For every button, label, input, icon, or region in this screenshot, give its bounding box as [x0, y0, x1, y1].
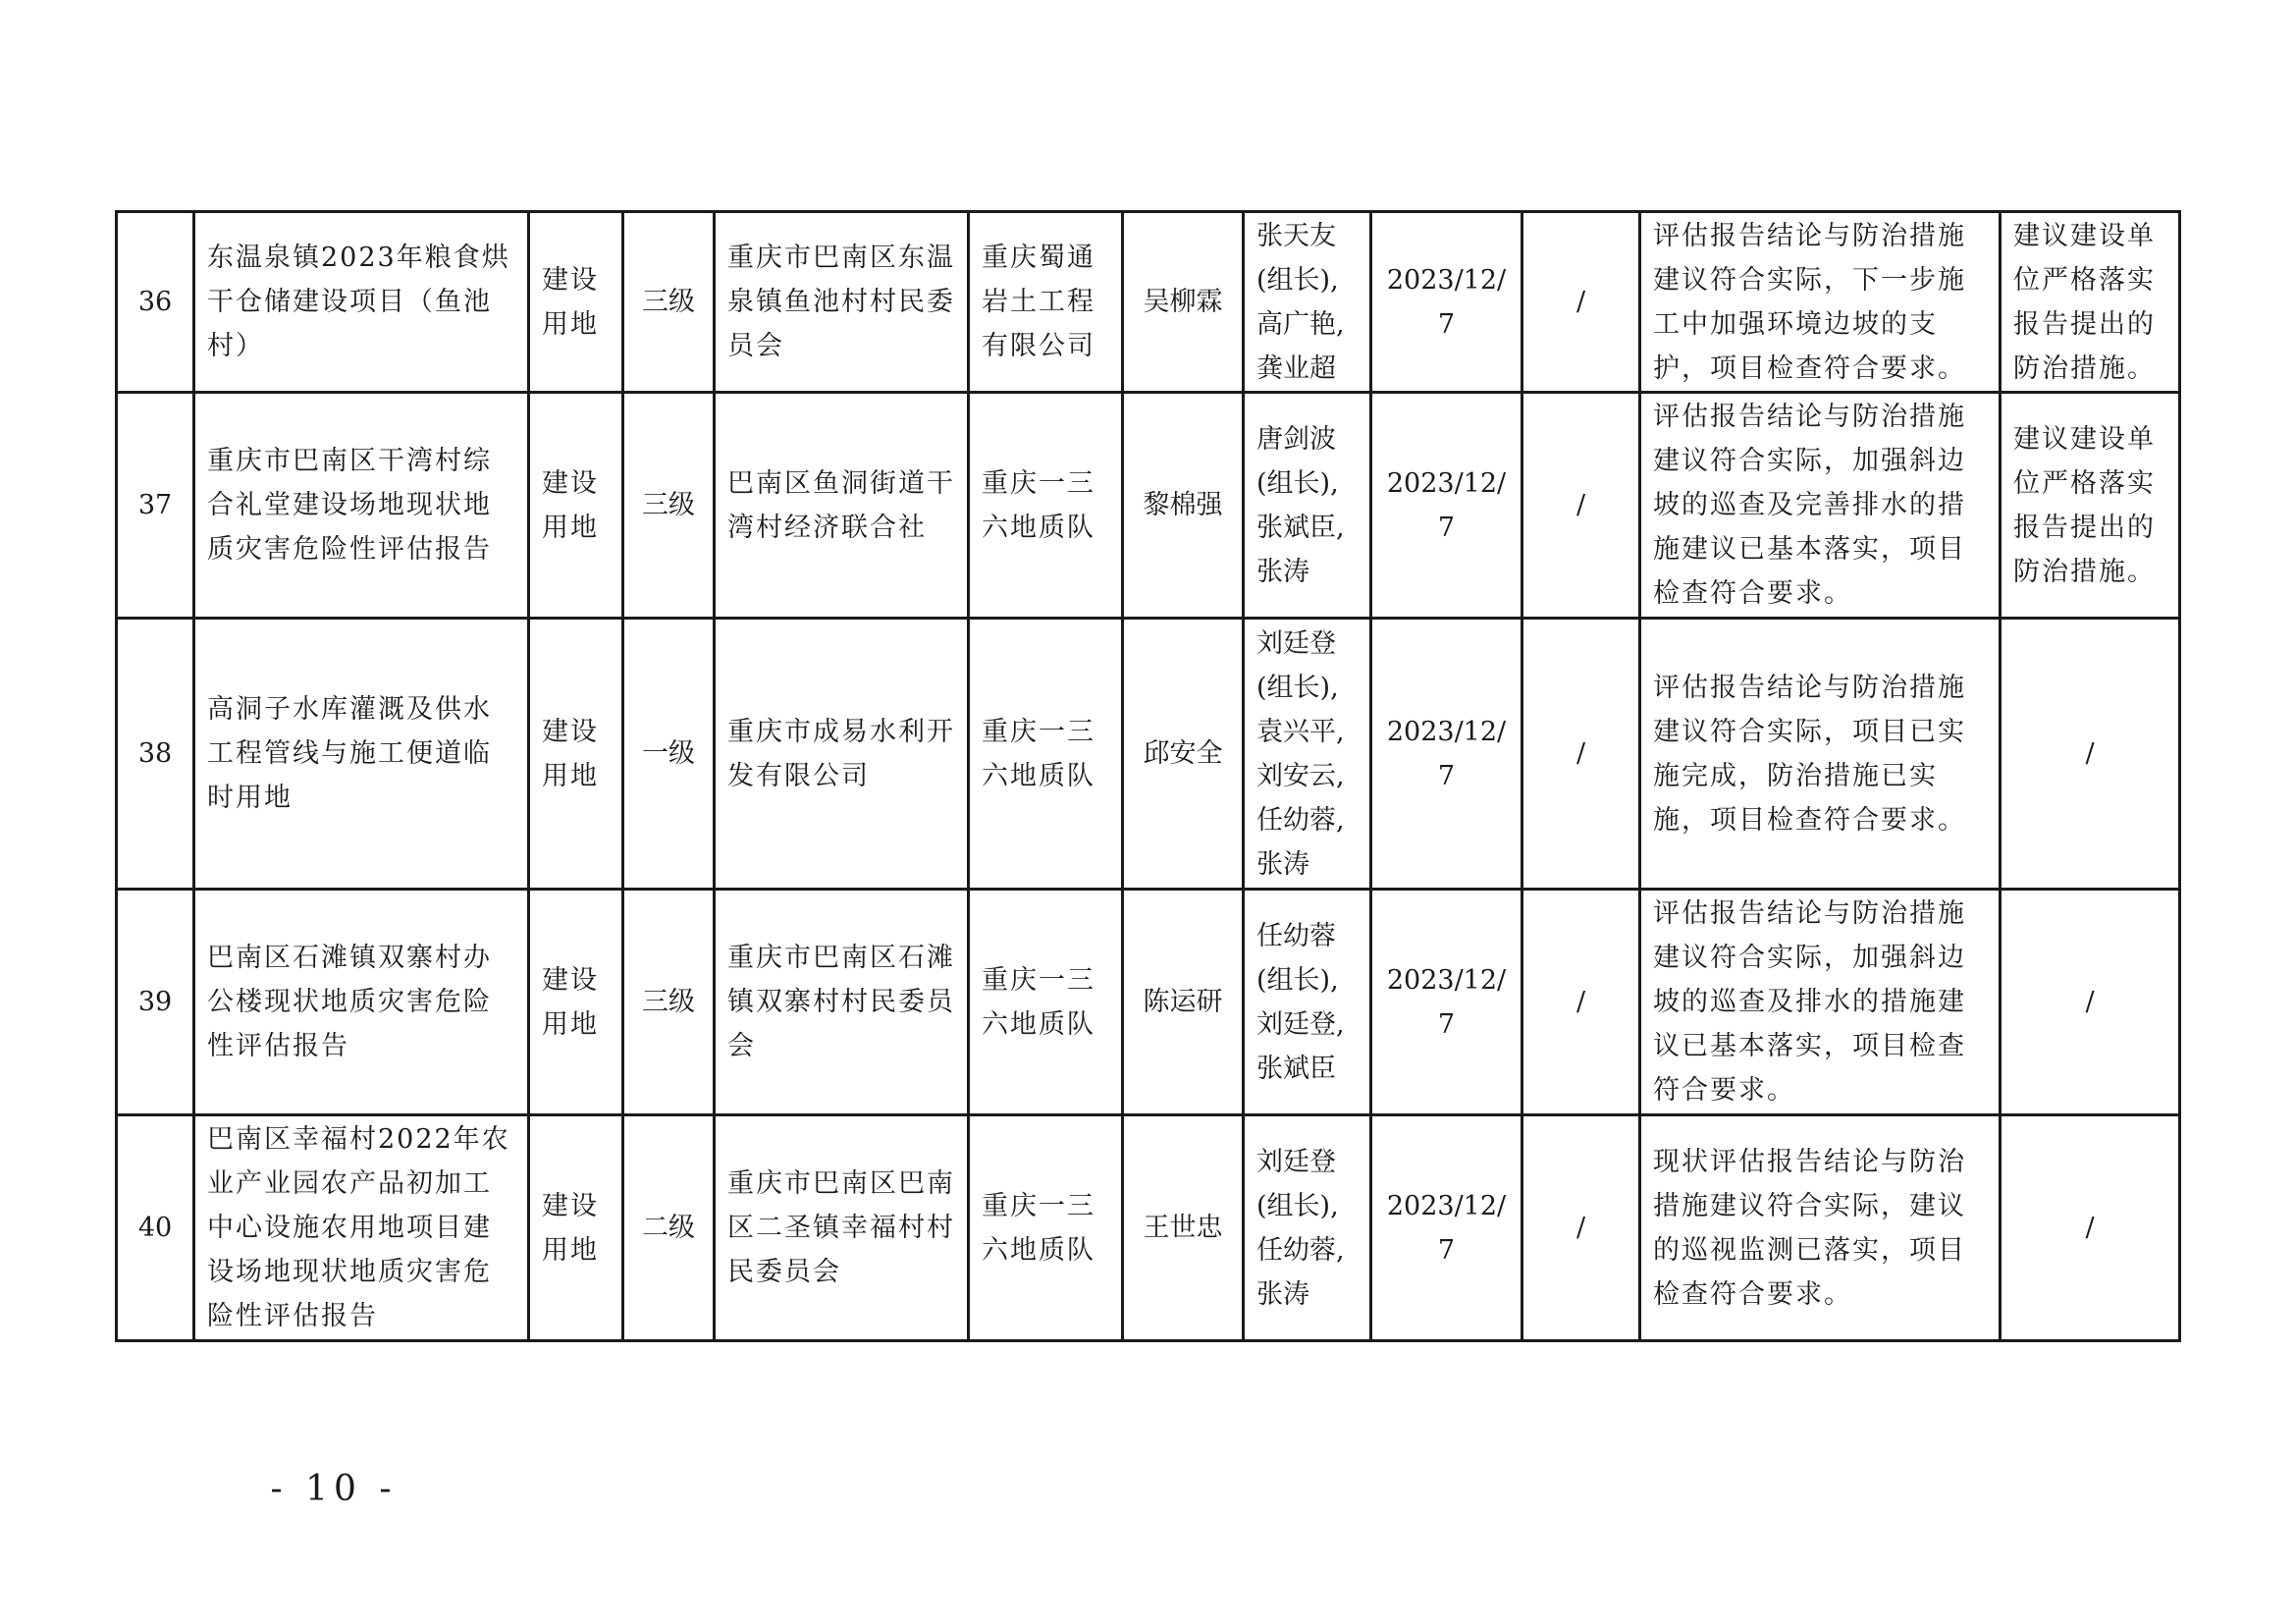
- responsible-person: 陈运研: [1123, 890, 1244, 1115]
- assessment-grade: 三级: [623, 212, 715, 393]
- table-row: [117, 619, 2180, 890]
- page-number: - 10 -: [270, 1469, 398, 1509]
- inspection-conclusion: 评估报告结论与防治措施建议符合实际，加强斜边坡的巡查及排水的措施建议已基本落实，项目检查符合要求。: [1640, 890, 2001, 1115]
- evaluation-unit: 重庆蜀通岩土工程有限公司: [969, 212, 1123, 393]
- suggestion: /: [2001, 619, 2180, 890]
- expert-group: 刘廷登(组长),袁兴平,刘安云,任幼蓉,张涛: [1244, 619, 1371, 890]
- table-row: [117, 393, 2180, 619]
- responsible-person: 邱安全: [1123, 619, 1244, 890]
- inspection-conclusion: 现状评估报告结论与防治措施建议符合实际，建议的巡视监测已落实，项目检查符合要求。: [1640, 1115, 2001, 1341]
- expert-group: 任幼蓉(组长),刘廷登,张斌臣: [1244, 890, 1371, 1115]
- land-type: 建设用地: [529, 619, 623, 890]
- expert-group: 张天友(组长),高广艳,龚业超: [1244, 212, 1371, 393]
- inspection-conclusion: 评估报告结论与防治措施建议符合实际，加强斜边坡的巡查及完善排水的措施建议已基本落实，项目检查符合要求。: [1640, 393, 2001, 619]
- row-number: 40: [117, 1115, 194, 1341]
- evaluation-unit: 重庆一三六地质队: [969, 619, 1123, 890]
- evaluation-unit: 重庆一三六地质队: [969, 393, 1123, 619]
- inspection-date: 2023/12/7: [1371, 212, 1522, 393]
- table-row: [117, 890, 2180, 1115]
- suggestion: 建议建设单位严格落实报告提出的防治措施。: [2001, 212, 2180, 393]
- project-name: 巴南区石滩镇双寨村办公楼现状地质灾害危险性评估报告: [194, 890, 529, 1115]
- project-name: 东温泉镇2023年粮食烘干仓储建设项目（鱼池村）: [194, 212, 529, 393]
- table-row: [117, 212, 2180, 393]
- table-row: [117, 1115, 2180, 1341]
- suggestion: /: [2001, 1115, 2180, 1341]
- land-type: 建设用地: [529, 890, 623, 1115]
- extra-field: /: [1522, 619, 1640, 890]
- responsible-person: 吴柳霖: [1123, 212, 1244, 393]
- project-name: 巴南区幸福村2022年农业产业园农产品初加工中心设施农用地项目建设场地现状地质灾害危险性评估报告: [194, 1115, 529, 1341]
- project-name: 重庆市巴南区干湾村综合礼堂建设场地现状地质灾害危险性评估报告: [194, 393, 529, 619]
- owner-unit: 重庆市巴南区东温泉镇鱼池村村民委员会: [715, 212, 969, 393]
- responsible-person: 王世忠: [1123, 1115, 1244, 1341]
- evaluation-unit: 重庆一三六地质队: [969, 890, 1123, 1115]
- expert-group: 刘廷登(组长),任幼蓉,张涛: [1244, 1115, 1371, 1341]
- inspection-table: [115, 210, 2181, 1342]
- evaluation-unit: 重庆一三六地质队: [969, 1115, 1123, 1341]
- land-type: 建设用地: [529, 1115, 623, 1341]
- inspection-date: 2023/12/7: [1371, 890, 1522, 1115]
- inspection-date: 2023/12/7: [1371, 619, 1522, 890]
- owner-unit: 巴南区鱼洞街道干湾村经济联合社: [715, 393, 969, 619]
- owner-unit: 重庆市巴南区巴南区二圣镇幸福村村民委员会: [715, 1115, 969, 1341]
- row-number: 36: [117, 212, 194, 393]
- assessment-grade: 二级: [623, 1115, 715, 1341]
- extra-field: /: [1522, 890, 1640, 1115]
- assessment-grade: 一级: [623, 619, 715, 890]
- extra-field: /: [1522, 212, 1640, 393]
- row-number: 38: [117, 619, 194, 890]
- row-number: 37: [117, 393, 194, 619]
- project-name: 高洞子水库灌溉及供水工程管线与施工便道临时用地: [194, 619, 529, 890]
- land-type: 建设用地: [529, 212, 623, 393]
- assessment-grade: 三级: [623, 393, 715, 619]
- inspection-date: 2023/12/7: [1371, 393, 1522, 619]
- row-number: 39: [117, 890, 194, 1115]
- owner-unit: 重庆市成易水利开发有限公司: [715, 619, 969, 890]
- inspection-conclusion: 评估报告结论与防治措施建议符合实际，下一步施工中加强环境边坡的支护，项目检查符合要求。: [1640, 212, 2001, 393]
- suggestion: 建议建设单位严格落实报告提出的防治措施。: [2001, 393, 2180, 619]
- extra-field: /: [1522, 1115, 1640, 1341]
- inspection-date: 2023/12/7: [1371, 1115, 1522, 1341]
- responsible-person: 黎棉强: [1123, 393, 1244, 619]
- suggestion: /: [2001, 890, 2180, 1115]
- owner-unit: 重庆市巴南区石滩镇双寨村村民委员会: [715, 890, 969, 1115]
- inspection-conclusion: 评估报告结论与防治措施建议符合实际，项目已实施完成，防治措施已实施，项目检查符合要求。: [1640, 619, 2001, 890]
- land-type: 建设用地: [529, 393, 623, 619]
- expert-group: 唐剑波(组长),张斌臣,张涛: [1244, 393, 1371, 619]
- extra-field: /: [1522, 393, 1640, 619]
- assessment-grade: 三级: [623, 890, 715, 1115]
